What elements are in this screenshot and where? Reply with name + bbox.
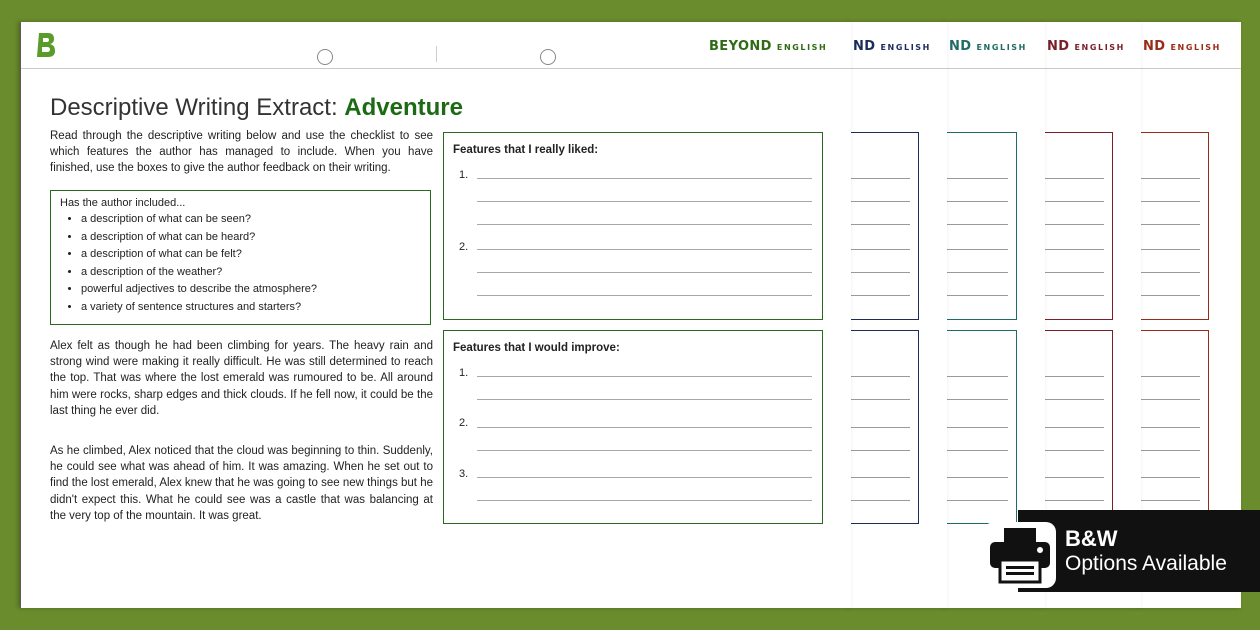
header-divider (21, 68, 851, 69)
punch-hole (540, 49, 556, 65)
writing-line[interactable] (477, 376, 812, 377)
header-divider (1141, 68, 1241, 69)
feedback-box-improve (1044, 330, 1113, 524)
checklist-item: • a description of the weather? (81, 264, 317, 282)
writing-line[interactable] (477, 249, 812, 250)
writing-line[interactable] (477, 427, 812, 428)
writing-line[interactable] (477, 477, 812, 478)
feedback-box-liked (850, 132, 919, 320)
instructions-text: Read through the descriptive writing below and use the checklist to see which features the author has managed to include. When you have finished, use the boxes to give the author feedback on their writing. (50, 130, 433, 174)
item-number: 2. (459, 241, 469, 253)
feedback-heading: Features that I would improve: (453, 342, 620, 354)
brand-logo-text: BEYOND ENGLISH (709, 39, 828, 54)
item-number: 3. (459, 468, 469, 480)
header-divider (947, 68, 1045, 69)
feedback-box-improve (443, 330, 823, 524)
feedback-box-improve (1140, 330, 1209, 524)
item-number: 1. (459, 367, 469, 379)
badge-title: B&W (1065, 526, 1118, 551)
writing-line[interactable] (477, 201, 812, 202)
printer-icon (984, 522, 1056, 588)
worksheet-page (20, 22, 851, 608)
feedback-box-liked (1044, 132, 1113, 320)
story-paragraph: Alex felt as though he had been climbing for years. The heavy rain and strong wind were making it really difficult. He was still determined to reach the top. That was where the lost emerald was rumoured to be. All around him were rocks, sharp edges and thick clouds. If he fell now, it could be the last thing he ever did. (50, 340, 433, 417)
writing-line[interactable] (477, 178, 812, 179)
header-divider (1045, 68, 1141, 69)
writing-line[interactable] (477, 399, 812, 400)
punch-hole (317, 49, 333, 65)
checklist-list (69, 211, 317, 317)
brand-logo-text: ND ENGLISH (853, 39, 931, 54)
feedback-box-liked (443, 132, 823, 320)
brand-logo-text: ND ENGLISH (1047, 39, 1125, 54)
brand-logo-text: ND ENGLISH (949, 39, 1027, 54)
beyond-b-logo-icon (35, 31, 57, 59)
page-title: Descriptive Writing Extract: Adventure (50, 94, 463, 121)
feedback-box-liked (946, 132, 1017, 320)
brand-logo-text: ND ENGLISH (1143, 39, 1221, 54)
checklist-item: • a description of what can be seen? (81, 211, 317, 229)
feedback-heading: Features that I really liked: (453, 144, 599, 156)
checklist-item: • a variety of sentence structures and starters? (81, 299, 317, 317)
item-number: 1. (459, 169, 469, 181)
checklist-heading: Has the author included... (60, 197, 186, 209)
header-divider (851, 68, 947, 69)
variant-sheet-navy (850, 22, 947, 608)
writing-line[interactable] (477, 295, 812, 296)
writing-line[interactable] (477, 272, 812, 273)
checklist-box (50, 190, 431, 325)
writing-line[interactable] (477, 500, 812, 501)
item-number: 2. (459, 417, 469, 429)
feedback-box-improve (946, 330, 1017, 524)
writing-line[interactable] (477, 450, 812, 451)
checklist-item: • a description of what can be felt? (81, 246, 317, 264)
badge-subtitle: Options Available (1065, 552, 1227, 575)
fold-mark (436, 46, 437, 62)
writing-line[interactable] (477, 224, 812, 225)
feedback-box-liked (1140, 132, 1209, 320)
checklist-item: • powerful adjectives to describe the atmosphere? (81, 281, 317, 299)
checklist-item: • a description of what can be heard? (81, 229, 317, 247)
feedback-box-improve (850, 330, 919, 524)
story-paragraph: As he climbed, Alex noticed that the cloud was beginning to thin. Suddenly, he could see what was ahead of him. It was amazing. When he set out to find the lost emerald, Alex knew that he was going to see new things but he didn't expect this. What he could see was a castle that was balancing at the very top of the mountain. It was great. (50, 445, 433, 522)
bw-options-badge (1018, 510, 1260, 592)
